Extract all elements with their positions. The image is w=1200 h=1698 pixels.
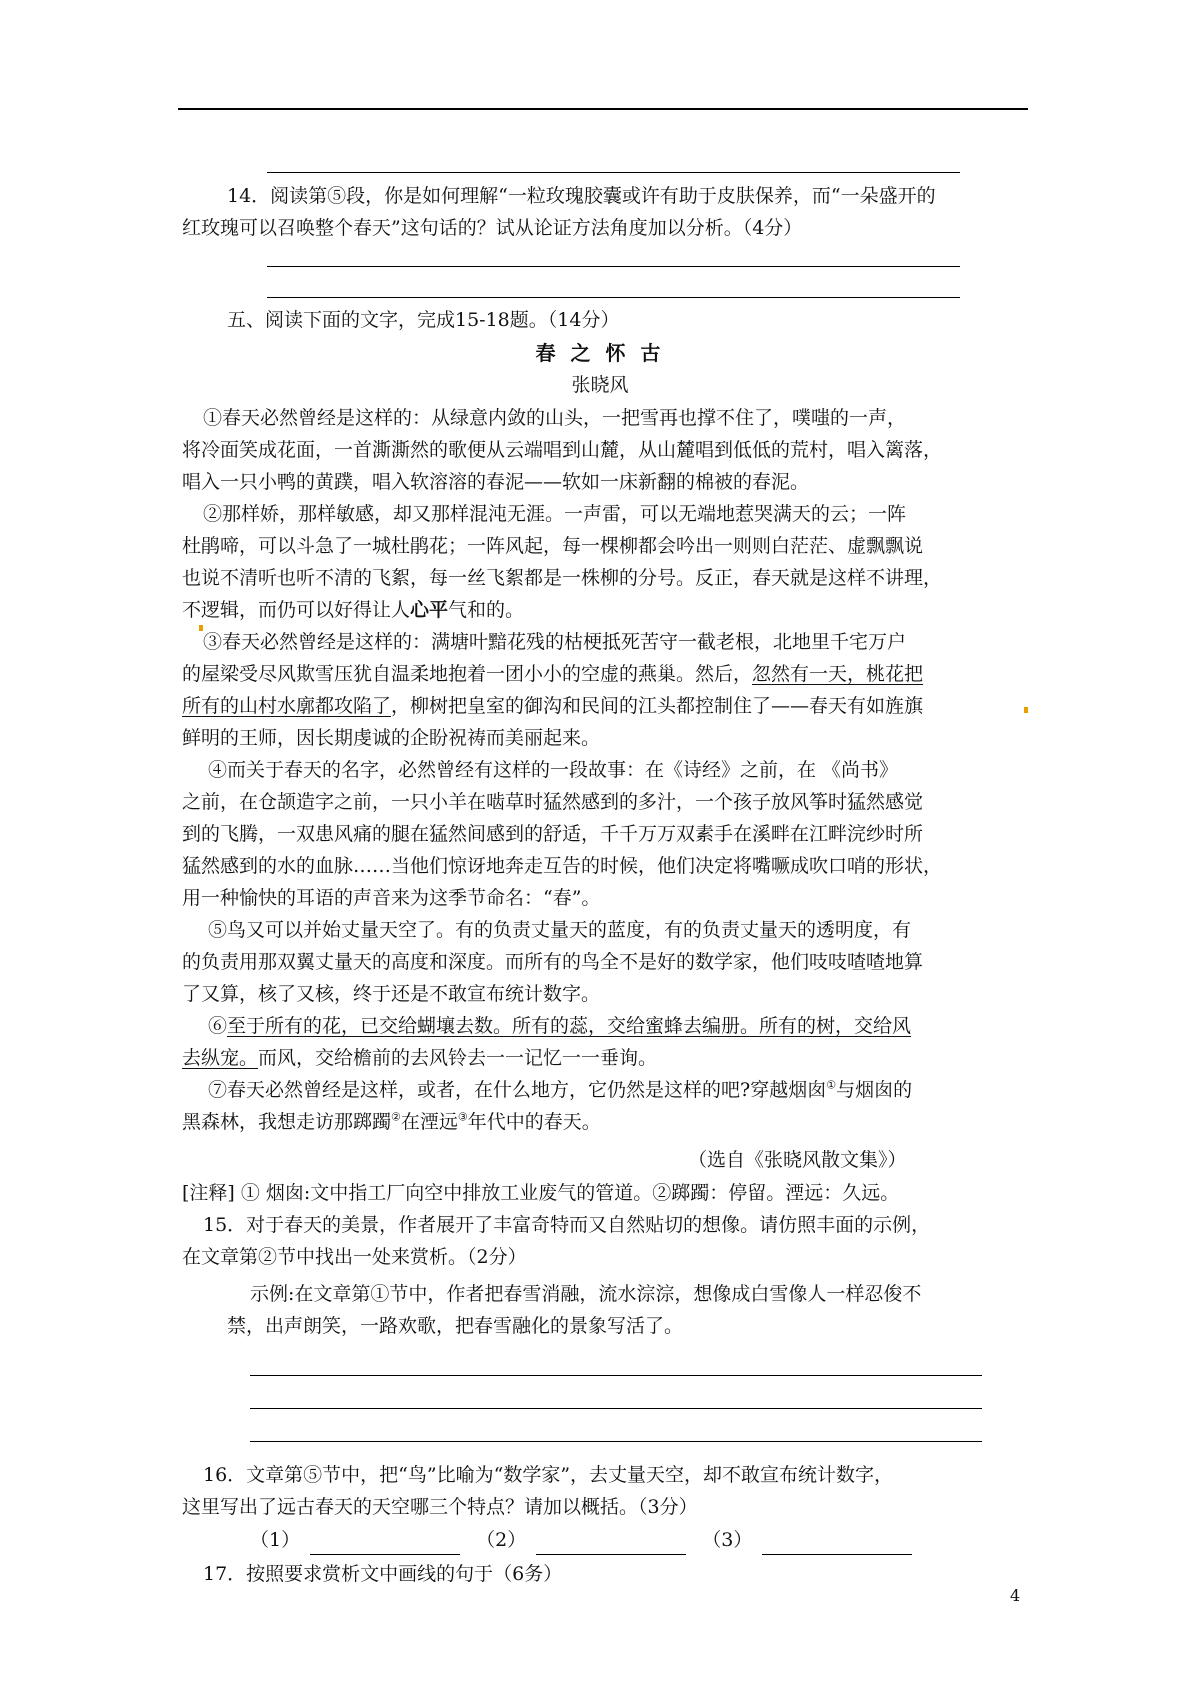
p4-line-1: ④而关于春天的名字，必然曾经有这样的一段故事：在《诗经》之前，在 《尚书》 — [208, 759, 899, 781]
p4-line-4: 猛然感到的水的血脉……当他们惊讶地奔走互告的时候，他们决定将嘴噘成吹口哨的形状， — [182, 855, 943, 877]
p4-line-3: 到的飞腾，一双患风痛的腿在猛然间感到的舒适，千千万万双素手在溪畔在江畔浣纱时所 — [182, 823, 924, 845]
q14-line-2: 红玫瑰可以召唤整个春天”这句话的？试从论证方法角度加以分析。（4分） — [182, 217, 803, 239]
answer-line — [267, 172, 960, 173]
p2-line-3: 也说不清听也听不清的飞絮，每一丝飞絮都是一株柳的分号。反正，春天就是这样不讲理， — [182, 567, 943, 589]
q15-example-1: 示例:在文章第①节中，作者把春雪消融，流水淙淙，想像成白雪像人一样忍俊不 — [250, 1283, 922, 1305]
article-source: （选自《张晓风散文集》） — [688, 1149, 907, 1171]
underlined-sentence: 忽然有一天，桃花把 — [752, 663, 924, 685]
p4-line-5: 用一种愉快的耳语的声音来为这季节命名：“春”。 — [182, 887, 601, 909]
answer-line — [250, 1441, 982, 1442]
q17-line-1: 17．按照要求赏析文中画线的句于（6务） — [203, 1563, 563, 1585]
footnote: [注释] ① 烟囱:文中指工厂向空中排放工业废气的管道。②踯躅：停留。湮远：久远。 — [182, 1182, 900, 1204]
q15-example-2: 禁，出声朗笑，一路欢歌，把春雪融化的景象写活了。 — [227, 1315, 684, 1337]
p3-line-4: 鲜明的王师，因长期虔诚的企盼祝祷而美丽起来。 — [182, 727, 601, 749]
answer-blank-1[interactable] — [310, 1534, 460, 1555]
p1-line-2: 将冷面笑成花面，一首澌澌然的歌便从云端唱到山麓，从山麓唱到低低的荒村，唱入篱落， — [182, 439, 943, 461]
p5-line-1: ⑤鸟又可以并始丈量天空了。有的负责丈量天的蓝度，有的负责丈量天的透明度，有 — [208, 919, 912, 941]
section-heading: 五、阅读下面的文字，完成15-18题。（14分） — [227, 309, 620, 331]
underlined-sentence: 去纵宠。 — [182, 1047, 259, 1069]
answer-line — [267, 266, 960, 267]
p7-text: 黑森林，我想走访那踯躅 — [182, 1111, 392, 1133]
p7-line-1 — [208, 1075, 912, 1105]
q15-line-1: 15．对于春天的美景，作者展开了丰富奇特而又自然贴切的想像。请仿照丰面的示例， — [203, 1214, 931, 1236]
answer-blank-3[interactable] — [762, 1534, 912, 1555]
q16-line-2: 这里写出了远古春天的天空哪三个特点？请加以概括。（3分） — [182, 1496, 698, 1518]
p2-text-a: 不逻辑，而仍可以好得让人 — [182, 599, 411, 621]
marker-dot — [1024, 707, 1028, 713]
p3-line-2 — [182, 659, 923, 689]
answer-line — [250, 1408, 982, 1409]
p6-number: ⑥ — [208, 1015, 228, 1037]
q16-blanks — [250, 1525, 922, 1555]
underlined-sentence: 至于所有的花，已交给蝴壤去数。所有的蕊，交给蜜蜂去编册。所有的树，交给风 — [227, 1015, 912, 1037]
footnote-ref-1: ① — [826, 1078, 837, 1092]
p7-text: ⑦春天必然曾经是这样，或者，在什么地方，它仍然是这样的吧?穿越烟囱 — [208, 1079, 827, 1101]
blank-label-1: （1） — [250, 1529, 301, 1551]
q14-line-1: 14．阅读第⑤段，你是如何理解“一粒玫瑰胶囊或许有助于皮肤保养，而“一朵盛开的 — [227, 185, 936, 207]
p3-line-1: ③春天必然曾经是这样的：满塘叶黯花残的枯梗抵死苦守一截老根，北地里千宅万户 — [203, 631, 907, 653]
p5-line-3: 了又算，核了又核，终于还是不敢宣布统计数字。 — [182, 983, 601, 1005]
answer-line — [250, 1375, 982, 1376]
answer-line — [267, 297, 960, 298]
q15-line-2: 在文章第②节中找出一处来赏析。（2分） — [182, 1246, 527, 1268]
p6-line-2 — [182, 1043, 657, 1073]
p7-text: 在湮远 — [400, 1111, 458, 1133]
article-author: 张晓风 — [571, 374, 629, 396]
p3-line-3 — [182, 691, 923, 721]
blank-label-3: （3） — [702, 1529, 753, 1551]
p2-line-4 — [182, 595, 524, 625]
footnote-ref-2: ② — [391, 1110, 401, 1124]
header-rule — [178, 108, 1028, 110]
blank-label-2: （2） — [476, 1529, 527, 1551]
article-title: 春 之 怀 古 — [535, 341, 665, 365]
p3-text: ，柳树把皇室的御沟和民间的江头都控制住了——春天有如旌旗 — [391, 695, 924, 717]
p2-line-2: 杜鹃啼，可以斗急了一城杜鹃花；一阵风起，每一棵柳都会吟出一则则白茫茫、虚飘飘说 — [182, 535, 924, 557]
p1-line-1: ①春天必然曾经是这样的：从绿意内敛的山头，一把雪再也撑不住了，噗嗤的一声， — [203, 407, 907, 429]
p3-text: 的屋梁受尽风欺雪压犹自温柔地抱着一团小小的空虚的燕巢。然后， — [182, 663, 753, 685]
p7-text: 年代中的春天。 — [467, 1111, 601, 1133]
page-number: 4 — [1010, 1586, 1021, 1605]
p2-bold-text: 心平 — [410, 599, 449, 621]
p5-line-2: 的负责用那双翼丈量天的高度和深度。而所有的鸟全不是好的数学家，他们吱吱喳喳地算 — [182, 951, 924, 973]
p6-line-1 — [208, 1011, 911, 1041]
footnote-ref-3: ③ — [457, 1110, 468, 1124]
underlined-sentence: 所有的山村水廓都攻陷了 — [182, 695, 392, 717]
p2-text-b: 气和的。 — [448, 599, 525, 621]
p7-text: 与烟囱的 — [836, 1079, 913, 1101]
p2-line-1: ②那样娇，那样敏感，却又那样混沌无涯。一声雷，可以无端地惹哭满天的云；一阵 — [203, 503, 907, 525]
q16-line-1: 16．文章第⑤节中，把“鸟”比喻为“数学家”，去丈量天空，却不敢宣布统计数字， — [203, 1464, 894, 1486]
p7-line-2 — [182, 1107, 601, 1137]
p1-line-3: 唱入一只小鸭的黄蹼，唱入软溶溶的春泥——软如一床新翻的棉被的春泥。 — [182, 471, 810, 493]
answer-blank-2[interactable] — [536, 1534, 686, 1555]
p4-line-2: 之前，在仓颉造字之前，一只小羊在啮草时猛然感到的多汁，一个孩子放风筝时猛然感觉 — [182, 791, 924, 813]
p6-text: 而风，交给檐前的去风铃去一一记忆一一垂询。 — [258, 1047, 658, 1069]
